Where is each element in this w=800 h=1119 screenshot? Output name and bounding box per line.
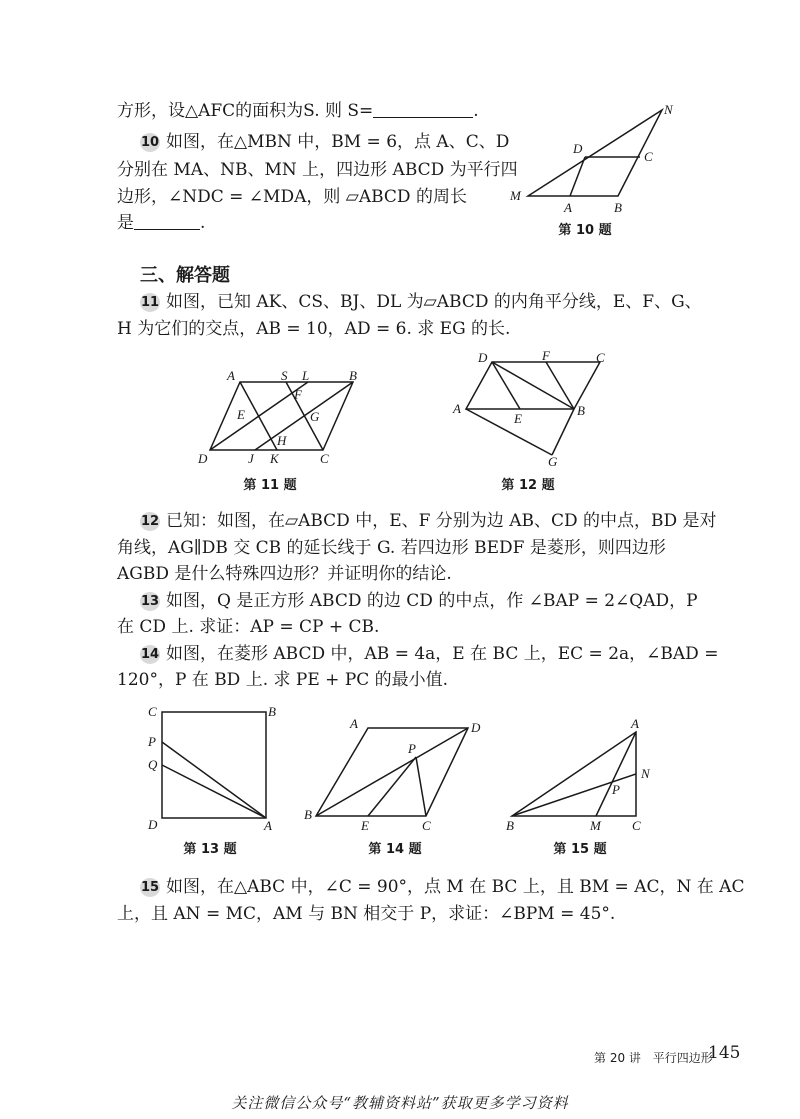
fig15-label-p: P — [612, 782, 620, 797]
fig10-label-m: M — [510, 188, 521, 203]
q11-line1 — [140, 291, 702, 313]
fig11-label-e: E — [237, 407, 245, 422]
fig10-label-n: N — [664, 102, 673, 117]
footer-ad-text: 关注微信公众号“教辅资料站”获取更多学习资料 — [231, 1094, 569, 1112]
fig12-label-f: F — [542, 348, 550, 363]
q10-text-4: 是 — [117, 213, 134, 233]
section-heading: 三、解答题 — [140, 265, 230, 286]
fig12-label-e: E — [514, 411, 522, 426]
fig14-label-c: C — [422, 818, 431, 833]
q12-text-1: 已知：如图，在▱ABCD 中，E、F 分别为边 AB、CD 的中点，BD 是对 — [166, 511, 717, 531]
fig14-diagonal-bd — [316, 728, 468, 816]
fig14-caption: 第 14 题 — [368, 842, 422, 857]
fig10-label-d: D — [573, 141, 583, 156]
fig10-label-a: A — [564, 200, 572, 215]
q11-line2: H 为它们的交点，AB = 10，AD = 6. 求 EG 的长. — [117, 319, 511, 339]
q15-line2: 上，且 AN = MC，AM 与 BN 相交于 P，求证：∠BPM = 45°. — [117, 904, 616, 924]
fig12-label-a: A — [453, 401, 461, 416]
fig15-label-n: N — [641, 766, 650, 781]
fig13-caption: 第 13 题 — [183, 842, 237, 857]
fig12-segment-bg — [552, 409, 574, 455]
fig13-segment-qa — [162, 765, 266, 818]
fig11-label-j: J — [248, 451, 254, 466]
figure-13 — [140, 702, 280, 834]
q12-line2: 角线，AG∥DB 交 CB 的延长线于 G. 若四边形 BEDF 是菱形，则四边形 — [117, 538, 666, 558]
figure-14 — [300, 712, 490, 834]
fig12-segment-fb — [546, 362, 574, 409]
q15-line1 — [140, 876, 744, 898]
q12-number: 12 — [140, 514, 160, 529]
fig12-label-d: D — [478, 350, 488, 365]
q15-number: 15 — [140, 880, 160, 895]
q14-line2: 120°，P 在 BD 上. 求 PE + PC 的最小值. — [117, 670, 449, 690]
q9-text: 方形，设△AFC的面积为S. 则 S= — [117, 101, 374, 121]
fig15-caption: 第 15 题 — [553, 842, 607, 857]
q10-line4 — [117, 212, 205, 234]
fig13-label-c: C — [148, 704, 157, 719]
fig10-triangle-mbn — [528, 110, 662, 196]
fig11-label-d: D — [198, 451, 208, 466]
fig13-label-p: P — [148, 734, 156, 749]
fig14-label-b: B — [304, 807, 312, 822]
fig11-label-h: H — [277, 433, 287, 448]
fig15-triangle-abc — [512, 732, 636, 816]
footer-title: 平行四边形 — [652, 1051, 713, 1065]
q10-line1 — [140, 131, 509, 153]
fig10-label-c: C — [644, 149, 653, 164]
fig11-caption: 第 11 题 — [243, 478, 297, 493]
fig14-label-p: P — [408, 741, 416, 756]
fig15-segment-am — [596, 732, 636, 816]
q10-text-1: 如图，在△MBN 中，BM = 6，点 A、C、D — [166, 132, 510, 152]
q13-text-1: 如图，Q 是正方形 ABCD 的边 CD 的中点，作 ∠BAP = 2∠QAD，P — [166, 591, 698, 611]
fig11-label-c: C — [320, 451, 329, 466]
fig10-label-b: B — [614, 200, 622, 215]
figure-15 — [500, 712, 670, 834]
fig12-label-c: C — [596, 350, 605, 365]
page-number: 145 — [708, 1043, 741, 1063]
q13-line1 — [140, 590, 698, 612]
fig15-label-m: M — [590, 818, 601, 833]
fig11-label-g: G — [310, 409, 320, 424]
fig11-label-a: A — [227, 368, 235, 383]
fig15-label-c: C — [632, 818, 641, 833]
fig11-label-s: S — [281, 368, 288, 383]
footer-chapter-info — [594, 1049, 713, 1066]
fig11-label-f: F — [294, 387, 302, 402]
q10-text-4-end: . — [200, 213, 206, 233]
fig10-segment-da — [570, 157, 585, 196]
fig14-segment-pc — [416, 757, 426, 816]
fig15-label-b: B — [506, 818, 514, 833]
fig11-label-b: B — [349, 368, 357, 383]
q12-line1 — [140, 510, 717, 532]
fig12-label-g: G — [548, 454, 558, 469]
fig11-label-l: L — [302, 368, 310, 383]
footer-chapter: 第 20 讲 — [594, 1051, 641, 1065]
fig13-label-a: A — [264, 818, 272, 833]
q14-line1 — [140, 643, 718, 665]
fig11-label-k: K — [270, 451, 279, 466]
fig12-caption: 第 12 题 — [501, 478, 555, 493]
q10-line3: 边形，∠NDC = ∠MDA，则 ▱ABCD 的周长 — [117, 187, 467, 207]
q12-line3: AGBD 是什么特殊四边形？并证明你的结论. — [117, 564, 452, 584]
fig13-label-b: B — [268, 704, 276, 719]
fig12-diagonal-db — [492, 362, 574, 409]
q15-text-1: 如图，在△ABC 中，∠C = 90°，点 M 在 BC 上，且 BM = AC，N 在 AC — [166, 877, 745, 897]
fig13-label-d: D — [148, 817, 158, 832]
fig14-segment-pe — [368, 757, 416, 816]
fig12-segment-de — [492, 362, 520, 409]
q9-tail — [117, 100, 479, 122]
q10-answer-blank[interactable] — [134, 215, 200, 230]
fig13-label-q: Q — [148, 757, 158, 772]
q14-number: 14 — [140, 647, 160, 662]
fig12-label-b: B — [577, 403, 585, 418]
figure-11 — [190, 366, 375, 470]
figure-12 — [448, 348, 618, 470]
figure-10 — [500, 98, 680, 216]
q9-answer-blank[interactable] — [373, 103, 473, 118]
fig14-label-e: E — [361, 818, 369, 833]
fig13-segment-pa — [162, 742, 266, 818]
q14-text-1: 如图，在菱形 ABCD 中，AB = 4a，E 在 BC 上，EC = 2a，∠BAD = — [166, 644, 719, 664]
q9-text-end: . — [473, 101, 479, 121]
q13-line2: 在 CD 上. 求证：AP = CP + CB. — [117, 617, 380, 637]
q10-number: 10 — [140, 135, 160, 150]
q11-text-1: 如图，已知 AK、CS、BJ、DL 为▱ABCD 的内角平分线，E、F、G、 — [166, 292, 702, 312]
fig14-label-a: A — [350, 716, 358, 731]
q13-number: 13 — [140, 594, 160, 609]
q11-number: 11 — [140, 295, 160, 310]
fig12-segment-ag — [466, 409, 552, 455]
fig10-caption: 第 10 题 — [558, 223, 612, 238]
fig15-label-a: A — [631, 716, 639, 731]
q10-line2: 分别在 MA、NB、MN 上，四边形 ABCD 为平行四 — [117, 160, 518, 180]
fig14-label-d: D — [471, 720, 481, 735]
fig13-square — [162, 712, 266, 818]
